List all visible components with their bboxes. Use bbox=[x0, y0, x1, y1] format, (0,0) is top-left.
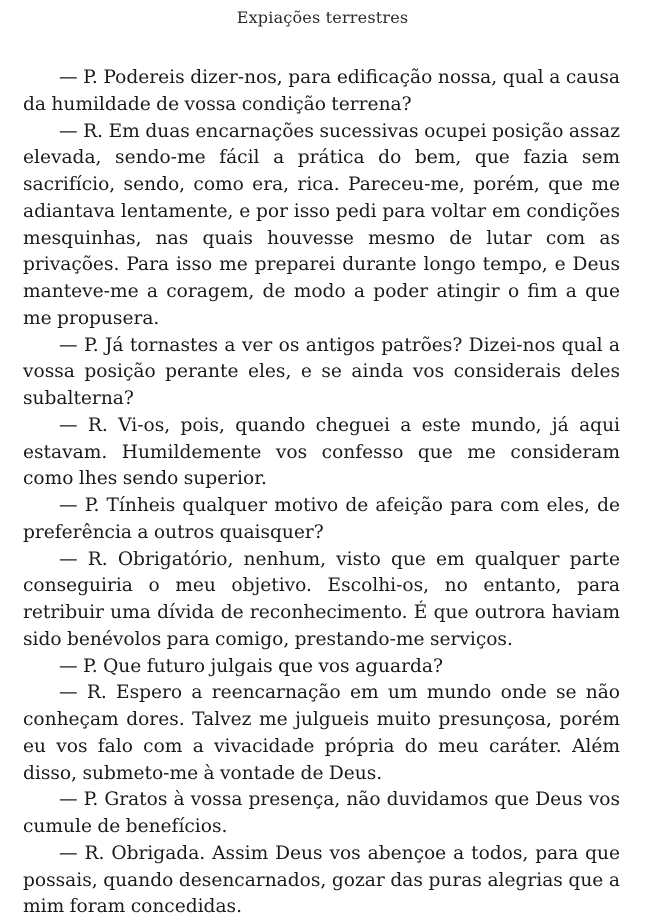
paragraph-question-1: — P. Podereis dizer-nos, para edificação nossa, qual a causa da humildade de vossa condição terrena? bbox=[23, 67, 620, 115]
paragraph-question-5: — P. Gratos à vossa presença, não duvidamos que Deus vos cumule de benefícios. bbox=[23, 789, 620, 837]
body-text bbox=[23, 65, 620, 921]
paragraph-answer-4: — R. Espero a reencarnação em um mundo onde se não conheçam dores. Talvez me julgueis muito presunçosa, porém eu vos falo com a vivacidade própria do meu caráter. Além disso, submeto-me à vontade de Deus. bbox=[23, 682, 620, 784]
running-head: Expiações terrestres bbox=[236, 8, 409, 27]
paragraph-answer-2: — R. Vi-os, pois, quando cheguei a este mundo, já aqui estavam. Humildemente vos confesso que me consideram como lhes sendo superior. bbox=[23, 414, 620, 490]
paragraph-answer-3: — R. Obrigatório, nenhum, visto que em qualquer parte conseguiria o meu objetivo. Escolhi-os, no entanto, para retribuir uma dívida de reconhecimento. É que outrora haviam sido benévolos para comigo, prestando-me serviços. bbox=[23, 548, 620, 650]
paragraph-question-3: — P. Tínheis qualquer motivo de afeição para com eles, de preferência a outros quaisquer? bbox=[23, 495, 620, 543]
paragraph-answer-5: — R. Obrigada. Assim Deus vos abençoe a todos, para que possais, quando desencarnados, gozar das puras alegrias que a mim foram concedidas. bbox=[23, 842, 620, 918]
paragraph-answer-1: — R. Em duas encarnações sucessivas ocupei posição assaz elevada, sendo-me fácil a prática do bem, que fazia sem sacrifício, sendo, como era, rica. Pareceu-me, porém, que me adiantava lentamente, e por isso pedi para voltar em condições mesquinhas, nas quais houvesse mesmo de lutar com as privações. Para isso me preparei durante longo tempo, e Deus manteve-me a coragem, de modo a poder atingir o fim a que me propusera. bbox=[23, 120, 620, 329]
paragraph-question-2: — P. Já tornastes a ver os antigos patrões? Dizei-nos qual a vossa posição perante eles, e se ainda vos considerais deles subalterna? bbox=[23, 334, 620, 409]
paragraph-question-4: — P. Que futuro julgais que vos aguarda? bbox=[59, 655, 443, 677]
